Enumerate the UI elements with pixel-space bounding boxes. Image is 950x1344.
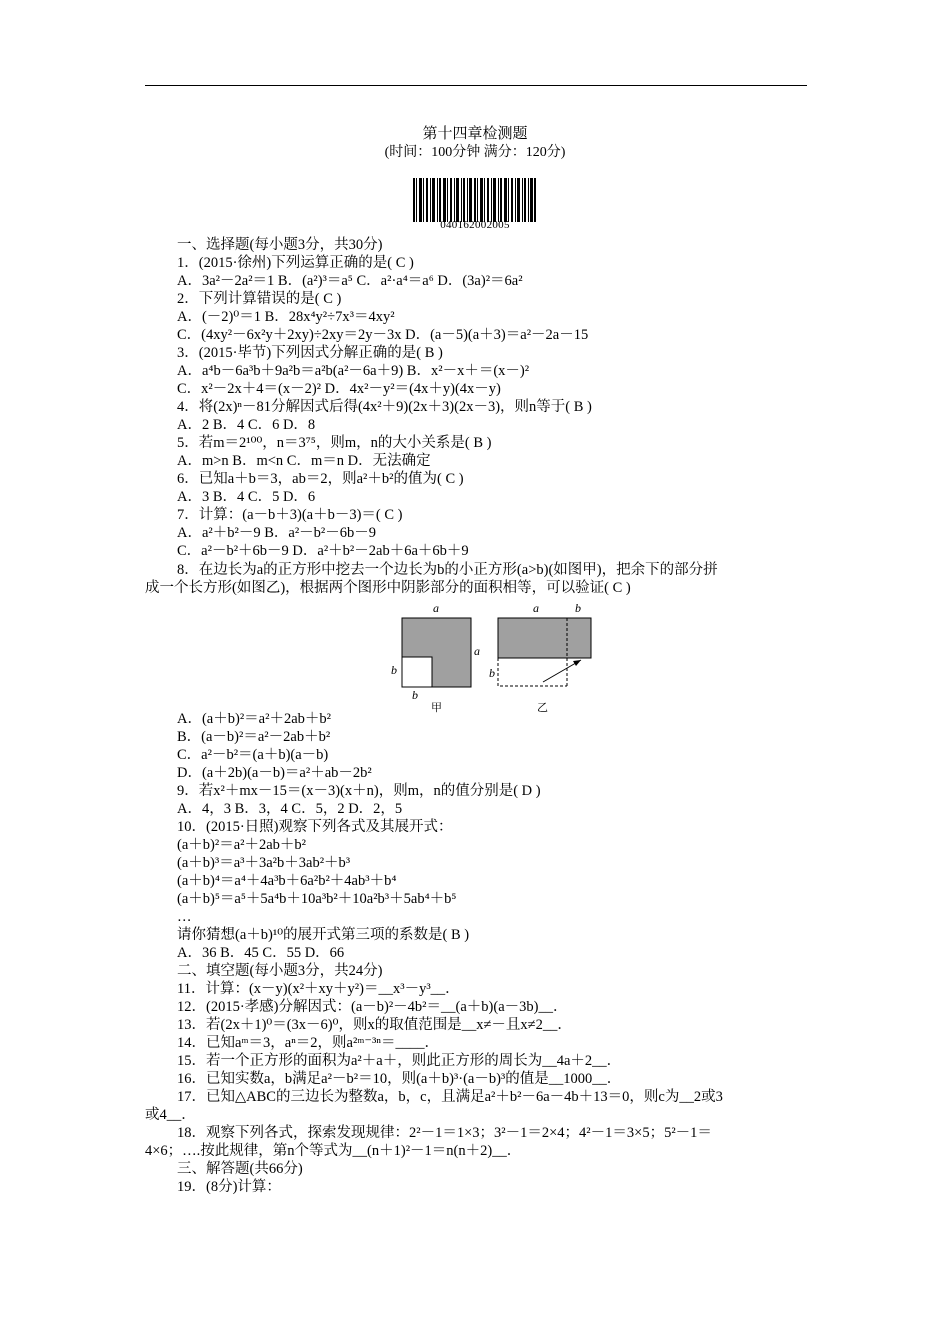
text-line: 6．已知a＋b＝3，ab＝2，则a²＋b²的值为( C ): [177, 471, 464, 487]
text-line: 成一个长方形(如图乙)，根据两个图形中阴影部分的面积相等，可以验证( C ): [145, 580, 631, 596]
figure-label-b-left: b: [489, 666, 495, 680]
text-line: 4×6；….按此规律，第n个等式为__(n＋1)²－1＝n(n＋2)__．: [145, 1143, 522, 1159]
text-line: (a＋b)³＝a³＋3a²b＋3ab²＋b³: [177, 855, 351, 871]
text-line: 或4__．: [145, 1107, 196, 1123]
text-line: A．4，3 B．3，4 C．5，2 D．2，5: [177, 801, 403, 817]
text-line: A．(－2)⁰＝1 B．28x⁴y²÷7x³＝4xy²: [177, 309, 395, 325]
text-line: A．m>n B．m<n C．m＝n D．无法确定: [177, 453, 431, 469]
figure-caption-left: 甲: [431, 702, 442, 714]
text-line: A．(a＋b)²＝a²＋2ab＋b²: [177, 711, 331, 727]
barcode-number: 040162002005: [440, 219, 510, 231]
text-line: 3．(2015·毕节)下列因式分解正确的是( B ): [177, 345, 443, 361]
text-line: (a＋b)²＝a²＋2ab＋b²: [177, 837, 307, 853]
page-subtitle: (时间：100分钟 满分：120分): [384, 145, 566, 160]
text-line: C．x²－2x＋4＝(x－2)² D．4x²－y²＝(4x＋y)(4x－y): [177, 381, 501, 397]
text-line: A．2 B．4 C．6 D．8: [177, 417, 316, 433]
text-line: C．a²－b²＝(a＋b)(a－b): [177, 747, 329, 763]
text-line: A．36 B．45 C．55 D．66: [177, 945, 345, 961]
text-line: A．3 B．4 C．5 D．6: [177, 489, 316, 505]
text-line: 18．观察下列各式，探索发现规律：2²－1＝1×3；3²－1＝2×4；4²－1＝3×5；5²－1＝: [177, 1125, 712, 1141]
text-line: 2．下列计算错误的是( C ): [177, 291, 342, 307]
text-line: A．3a²－2a²＝1 B．(a²)³＝a⁵ C．a²·a⁴＝a⁶ D．(3a)²＝6a²: [177, 273, 523, 289]
text-line: 11．计算：(x－y)(x²＋xy＋y²)＝__x³－y³__．: [177, 981, 460, 997]
figure-label-a-top-right: a: [533, 601, 539, 615]
text-line: 8．在边长为a的正方形中挖去一个边长为b的小正方形(a>b)(如图甲)，把余下的部分拼: [177, 562, 718, 578]
text-line: 1．(2015·徐州)下列运算正确的是( C ): [177, 255, 414, 271]
text-line: 16．已知实数a，b满足a²－b²＝10，则(a＋b)³·(a－b)³的值是__1000__．: [177, 1071, 622, 1087]
barcode: [413, 178, 537, 222]
text-line: 19．(8分)计算：: [177, 1179, 281, 1195]
text-line: …: [177, 909, 192, 925]
text-line: 一、选择题(每小题3分，共30分): [177, 237, 383, 253]
text-line: D．(a＋2b)(a－b)＝a²＋ab－2b²: [177, 765, 372, 781]
text-line: A．a²＋b²－9 B．a²－b²－6b－9: [177, 525, 377, 541]
text-line: 请你猜想(a＋b)¹⁰的展开式第三项的系数是( B ): [177, 927, 470, 943]
text-line: 15．若一个正方形的面积为a²＋a＋，则此正方形的周长为__4a＋2__．: [177, 1053, 622, 1069]
text-line: 4．将(2x)ⁿ－81分解因式后得(4x²＋9)(2x＋3)(2x－3)，则n等于( B ): [177, 399, 592, 415]
text-line: 13．若(2x＋1)⁰＝(3x－6)⁰，则x的取值范围是__x≠－且x≠2__．: [177, 1017, 572, 1033]
text-line: (a＋b)⁵＝a⁵＋5a⁴b＋10a³b²＋10a²b³＋5ab⁴＋b⁵: [177, 891, 457, 907]
text-line: 14．已知aᵐ＝3，aⁿ＝2，则a²ᵐ⁻³ⁿ＝____．: [177, 1035, 439, 1051]
figure-label-a-top: a: [433, 601, 439, 615]
text-line: C．a²－b²＋6b－9 D．a²＋b²－2ab＋6a＋6b＋9: [177, 543, 469, 559]
text-line: 10．(2015·日照)观察下列各式及其展开式：: [177, 819, 453, 835]
text-line: 5．若m＝2¹⁰⁰，n＝3⁷⁵，则m，n的大小关系是( B ): [177, 435, 492, 451]
text-line: 17．已知△ABC的三边长为整数a，b，c，且满足a²＋b²－6a－4b＋13＝0，则c为__2或3: [177, 1089, 723, 1105]
square-figure: [385, 600, 615, 715]
text-line: B．(a－b)²＝a²－2ab＋b²: [177, 729, 331, 745]
text-line: 12．(2015·孝感)分解因式：(a－b)²－4b²＝__(a＋b)(a－3b)__．: [177, 999, 568, 1015]
text-line: 二、填空题(每小题3分，共24分): [177, 963, 383, 979]
text-line: C．(4xy²－6x²y＋2xy)÷2xy＝2y－3x D．(a－5)(a＋3)＝a²－2a－15: [177, 327, 589, 343]
figure-label-b-top-right: b: [575, 601, 581, 615]
figure-caption-right: 乙: [537, 702, 548, 714]
text-line: (a＋b)⁴＝a⁴＋4a³b＋6a²b²＋4ab³＋b⁴: [177, 873, 397, 889]
figure-label-b-side: b: [391, 663, 397, 677]
figure-label-b-bottom: b: [412, 688, 418, 702]
text-line: A．a⁴b－6a³b＋9a²b＝a²b(a²－6a＋9) B．x²－x＋＝(x－)²: [177, 363, 530, 379]
page-title: 第十四章检测题: [422, 126, 528, 142]
text-line: 9．若x²＋mx－15＝(x－3)(x＋n)，则m，n的值分别是( D ): [177, 783, 541, 799]
text-line: 三、解答题(共66分): [177, 1161, 303, 1177]
top-rule: [145, 85, 807, 86]
text-line: 7．计算：(a－b＋3)(a＋b－3)＝( C ): [177, 507, 403, 523]
figure-label-a-side: a: [474, 644, 480, 658]
